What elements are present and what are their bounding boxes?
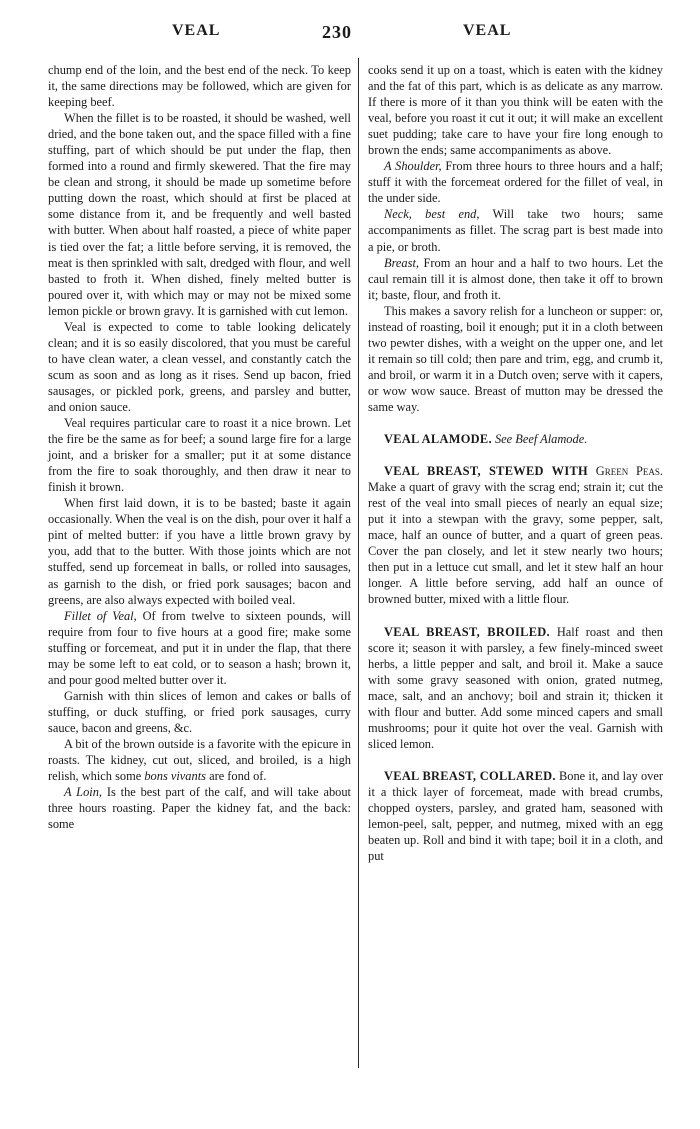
- entry-veal-breast-collared: [368, 768, 663, 864]
- paragraph: When the fillet is to be roasted, it should be washed, well dried, and the bone taken out, and the space filled with a fine stuffing, part of which should be put under the flap, then formed into a round and firmly skewered. That the fire may be clean and strong, it should be made up sometime before putting down the roast, which should at first be placed at some distance from it, and be frequently and well basted with butter. When about half roasted, a piece of white paper is tied over the fat; a little before serving, it is removed, the meat is then sprinkled with salt, dredged with flour, and well basted to froth it. When dished, finely melted butter is poured over it, with which may or may not be mixed some lemon pickle or brown gravy. It is garnished with cut lemon.: [48, 111, 351, 318]
- paragraph: [368, 255, 663, 303]
- entry-text: are fond of.: [205, 769, 267, 784]
- page-header: [0, 22, 700, 48]
- entry-lead: A Shoulder,: [384, 159, 442, 174]
- page-number: 230: [322, 22, 352, 42]
- entry-text: Will take two hours; same accompaniments as fillet. The scrag part is best made into a pie, or broth.: [368, 207, 663, 254]
- entry-lead: A Loin,: [64, 785, 103, 800]
- entry-lead: Breast,: [384, 255, 419, 270]
- paragraph: [48, 736, 351, 784]
- entry-text: Make a quart of gravy with the scrag end; strain it; cut the rest of the veal into small pieces of nearly an equal size; put it into a stewpan with the gravy, some pepper, salt, mace, half an ounce of butter, and a quart of green peas. Cover the pan closely, and let it stew nearly two hours; then put in a lettuce cut small, and let it stew half an hour longer. A little before serving, add half an ounce of browned butter, mixed with a little flour.: [368, 480, 663, 607]
- entry-text: A bit of the brown outside is a favorite with the epicure in roasts. The kidney, cut out, sliced, and broiled, is a high relish, which some: [48, 736, 351, 784]
- entry-title: VEAL BREAST, STEWED WITH: [384, 464, 588, 479]
- entry-text: Half roast and then score it; season it with parsley, a few finely-minced sweet herbs, a little pepper and salt, and broil it. Make a sauce with some gravy seasoned with onion, grated nutmeg, mace, salt, and an anchovy; boil and strain it; thicken it with flour and butter. Add some minced capers and small mushrooms; pour it quite hot over the veal. Garnish with sliced lemon.: [368, 624, 663, 751]
- paragraph: When first laid down, it is to be basted; baste it again occasionally. When the veal is on the dish, pour over it half a pint of melted butter: if you have a little brown gravy by you, add that to the butter. With those joints which are not stuffed, send up forcemeat in balls, or rolled into sausages, as garnish to the dish, or fried pork sausages; bacon and greens, are also always expected with boiled veal.: [48, 496, 351, 607]
- right-column: [368, 62, 663, 864]
- paragraph: [368, 158, 663, 206]
- running-head-left: VEAL: [172, 22, 221, 39]
- entry-subtitle: Green Peas.: [595, 464, 663, 479]
- entry-veal-alamode: [368, 431, 663, 447]
- emphasis: bons vivants: [144, 769, 206, 784]
- entry-title: VEAL BREAST, BROILED.: [384, 624, 550, 639]
- entry-lead: Neck, best end,: [384, 207, 480, 222]
- entry-text: From an hour and a half to two hours. Let the caul remain till it is almost done, then take it off to brown it; baste, flour, and froth it.: [368, 255, 663, 302]
- paragraph: [368, 206, 663, 254]
- paragraph: [48, 608, 351, 688]
- entry-text: From three hours to three hours and a half; stuff it with the forcemeat ordered for the fillet of veal, in the under side.: [368, 159, 663, 206]
- entry-text: Bone it, and lay over it a thick layer of forcemeat, made with bread crumbs, chopped oysters, parsley, and grated ham, seasoned with lemon-peel, salt, pepper, and nutmeg, mixed with an egg beaten up. Roll and bind it with tape; boil it in a cloth, and put: [368, 768, 663, 864]
- entry-title: VEAL ALAMODE.: [384, 432, 492, 447]
- entry-title: VEAL BREAST, COLLARED.: [384, 768, 556, 783]
- column-rule: [358, 58, 359, 1068]
- entry-text: Of from twelve to sixteen pounds, will require from four to five hours at a good fire; make some stuffing or forcemeat, and put it in under the flap, that there may be some left to eat cold, or to season a hash; brown it, and pour good melted butter over it.: [48, 608, 351, 687]
- entry-text: Is the best part of the calf, and will take about three hours roasting. Paper the kidney fat, and the back: some: [48, 785, 352, 832]
- cross-reference: See Beef Alamode.: [494, 432, 588, 447]
- paragraph: [48, 784, 351, 832]
- paragraph: Veal is expected to come to table looking delicately clean; and it is so easily discolored, that you must be careful to have clean water, a clean vessel, and constantly catch the scum as soon and as long as it rises. Send up bacon, fried sausages, or pickled pork, greens, and parsley and butter, and onion sauce.: [48, 319, 351, 414]
- running-head-right: VEAL: [463, 22, 512, 39]
- paragraph: chump end of the loin, and the best end of the neck. To keep it, the same directions may be followed, which are given for keeping beef.: [48, 63, 351, 110]
- paragraph: cooks send it up on a toast, which is eaten with the kidney and the fat of this part, which is as delicate as any marrow. If there is more of it than you think will be eaten with the veal, before you roast it cut it out; it will make an excellent suet pudding; take care to have your fire long enough to brown the ends; same accompaniments as above.: [368, 63, 663, 158]
- paragraph: Garnish with thin slices of lemon and cakes or balls of stuffing, or duck stuffing, or fried pork sausages, curry sauce, bacon and greens, &c.: [48, 688, 351, 735]
- paragraph: This makes a savory relish for a luncheon or supper: or, instead of roasting, boil it enough; put it in a cloth between two pewter dishes, with a weight on the upper one, and let it remain so till cold; then pare and trim, egg, and crumb it, and broil, or warm it in a Dutch oven; serve with it capers, or wow wow sauce. Breast of mutton may be dressed the same way.: [368, 303, 663, 414]
- entry-veal-breast-broiled: [368, 624, 663, 752]
- left-column: [48, 62, 351, 832]
- entry-veal-breast-stewed: [368, 463, 663, 607]
- paragraph: Veal requires particular care to roast it a nice brown. Let the fire be the same as for beef; a sound large fire for a large joint, and a brisker for a smaller; put it at some distance from the fire to soak thoroughly, and then draw it near to finish it brown.: [48, 416, 351, 495]
- entry-lead: Fillet of Veal,: [64, 608, 137, 623]
